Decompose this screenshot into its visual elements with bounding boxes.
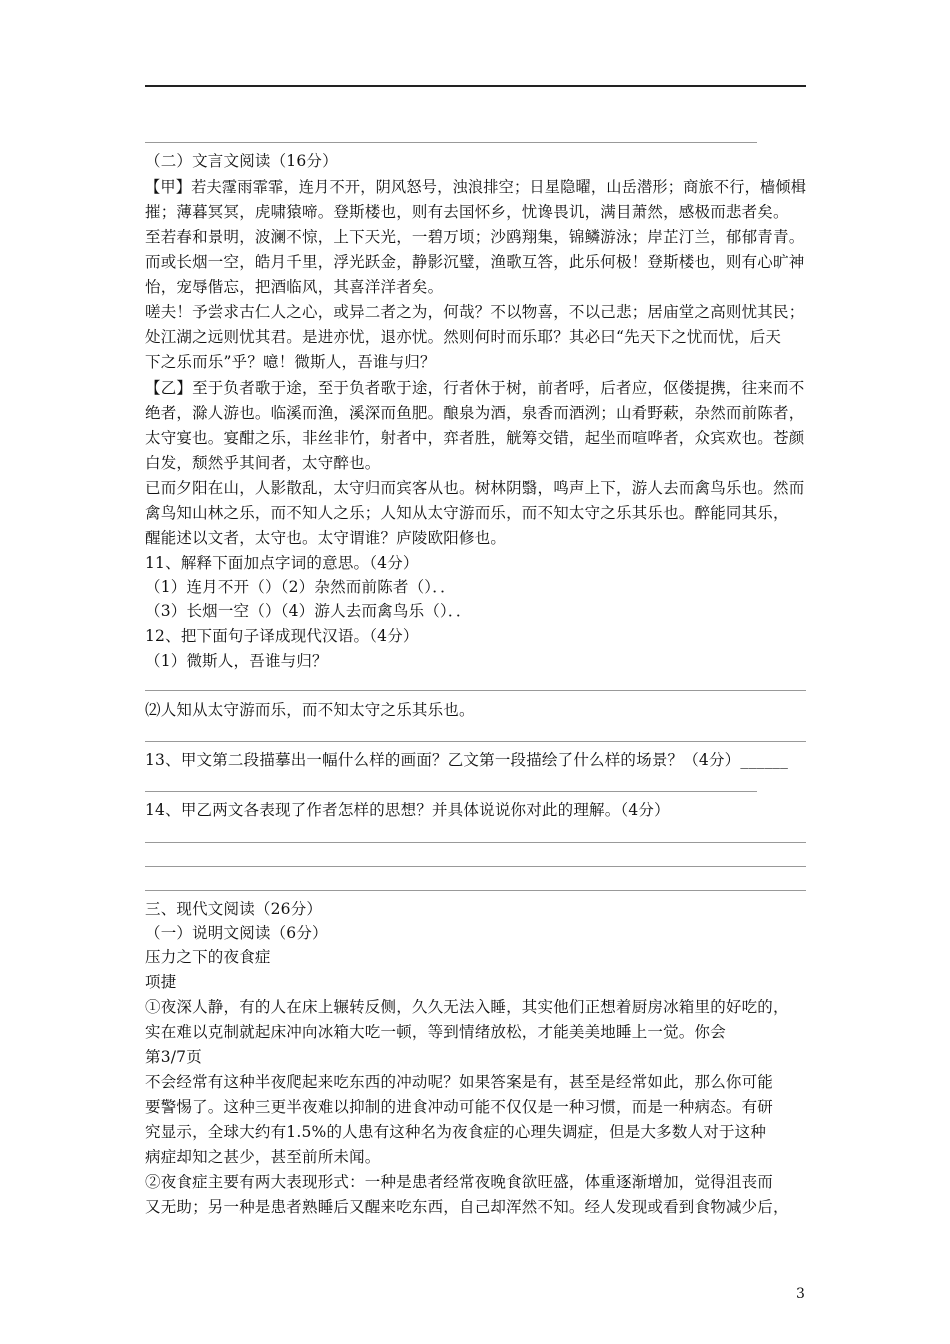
paragraph-line: 又无助；另一种是患者熟睡后又醒来吃东西，自己却浑然不知。经人发现或看到食物减少后， xyxy=(145,1198,789,1216)
yi-line: 【乙】至于负者歌于途，至于负者歌于途，行者休于树，前者呼，后者应，伛偻提携，往来而不 xyxy=(145,379,805,397)
question-12-title: 12、把下面句子译成现代汉语。（4分） xyxy=(145,627,419,645)
yi-line: 醒能述以文者，太守也。太守谓谁？庐陵欧阳修也。 xyxy=(145,529,507,547)
paragraph-line: 实在难以克制就起床冲向冰箱大吃一顿，等到情绪放松，才能美美地睡上一觉。你会 xyxy=(145,1023,726,1041)
question-11-line: （3）长烟一空（）（4）游人去而禽鸟乐（）．． xyxy=(145,602,472,620)
yi-line: 白发，颓然乎其间者，太守醉也。 xyxy=(145,454,381,472)
subsection-title: （一）说明文阅读（6分） xyxy=(145,924,328,942)
question-12-sentence: ⑵人知从太守游而乐，而不知太守之乐其乐也。 xyxy=(145,701,475,719)
answer-line xyxy=(145,791,757,792)
answer-line xyxy=(145,890,806,891)
jia-line: 嗟夫！予尝求古仁人之心，或异二者之为，何哉？不以物喜，不以己悲；居庙堂之高则忧其民； xyxy=(145,303,805,321)
page-marker: 第3/7页 xyxy=(145,1048,202,1066)
jia-line: 摧；薄暮冥冥，虎啸猿啼。登斯楼也，则有去国怀乡，忧谗畏讥，满目萧然，感极而悲者矣。 xyxy=(145,203,789,221)
answer-line xyxy=(145,690,806,691)
jia-line: 怡，宠辱偕忘，把酒临风，其喜洋洋者矣。 xyxy=(145,278,444,296)
yi-line: 禽鸟知山林之乐，而不知人之乐；人知从太守游而乐，而不知太守之乐其乐也。醉能同其乐， xyxy=(145,504,789,522)
paragraph-line: 病症却知之甚少，甚至前所未闻。 xyxy=(145,1148,381,1166)
jia-line: 至若春和景明，波澜不惊，上下天光，一碧万顷；沙鸥翔集，锦鳞游泳；岸芷汀兰，郁郁青青。 xyxy=(145,228,805,246)
paragraph-line: 不会经常有这种半夜爬起来吃东西的冲动呢？如果答案是有，甚至是经常如此，那么你可能 xyxy=(145,1073,774,1091)
article-title: 压力之下的夜食症 xyxy=(145,948,271,966)
question-13: 13、甲文第二段描摹出一幅什么样的画面？乙文第一段描绘了什么样的场景？（4分）______ xyxy=(145,751,789,769)
jia-line: 而或长烟一空，皓月千里，浮光跃金，静影沉璧，渔歌互答，此乐何极！登斯楼也，则有心旷神 xyxy=(145,253,805,271)
yi-line: 绝者，滁人游也。临溪而渔，溪深而鱼肥。酿泉为酒，泉香而酒洌；山肴野蔌，杂然而前陈者， xyxy=(145,404,805,422)
paragraph-line: 究显示，全球大约有1.5%的人患有这种名为夜食症的心理失调症，但是大多数人对于这种 xyxy=(145,1123,767,1141)
section-title: （二）文言文阅读（16分） xyxy=(145,152,338,170)
question-11-title: 11、解释下面加点字词的意思。（4分） xyxy=(145,554,419,572)
answer-line xyxy=(145,842,806,843)
paragraph-line: ②夜食症主要有两大表现形式：一种是患者经常夜晚食欲旺盛，体重逐渐增加，觉得沮丧而 xyxy=(145,1173,774,1191)
yi-line: 已而夕阳在山，人影散乱，太守归而宾客从也。树林阴翳，鸣声上下，游人去而禽鸟乐也。然而 xyxy=(145,479,805,497)
jia-line: 处江湖之远则忧其君。是进亦忧，退亦忧。然则何时而乐耶？其必曰“先天下之忧而忧，后天 xyxy=(145,328,782,346)
question-11-line: （1）连月不开（）（2）杂然而前陈者（）．． xyxy=(145,578,456,596)
answer-line xyxy=(145,741,806,742)
page-number: 3 xyxy=(796,1286,805,1302)
yi-line: 太守宴也。宴酣之乐，非丝非竹，射者中，弈者胜，觥筹交错，起坐而喧哗者，众宾欢也。苍颜 xyxy=(145,429,805,447)
answer-line xyxy=(145,142,757,143)
top-rule xyxy=(145,85,806,87)
article-author: 项捷 xyxy=(145,973,177,991)
jia-line: 下之乐而乐”乎？噫！微斯人，吾谁与归？ xyxy=(145,353,436,371)
answer-line xyxy=(145,866,806,867)
section-title: 三、现代文阅读（26分） xyxy=(145,900,323,918)
paragraph-line: 要警惕了。这种三更半夜难以抑制的进食冲动可能不仅仅是一种习惯，而是一种病态。有研 xyxy=(145,1098,774,1116)
paragraph-line: ①夜深人静，有的人在床上辗转反侧，久久无法入睡，其实他们正想着厨房冰箱里的好吃的， xyxy=(145,998,789,1016)
jia-line: 【甲】若夫霪雨霏霏，连月不开，阴风怒号，浊浪排空；日星隐曜，山岳潜形；商旅不行，樯倾楫 xyxy=(145,178,807,196)
question-12-sentence: （1）微斯人，吾谁与归？ xyxy=(145,652,328,670)
question-14: 14、甲乙两文各表现了作者怎样的思想？并具体说说你对此的理解。（4分） xyxy=(145,801,670,819)
